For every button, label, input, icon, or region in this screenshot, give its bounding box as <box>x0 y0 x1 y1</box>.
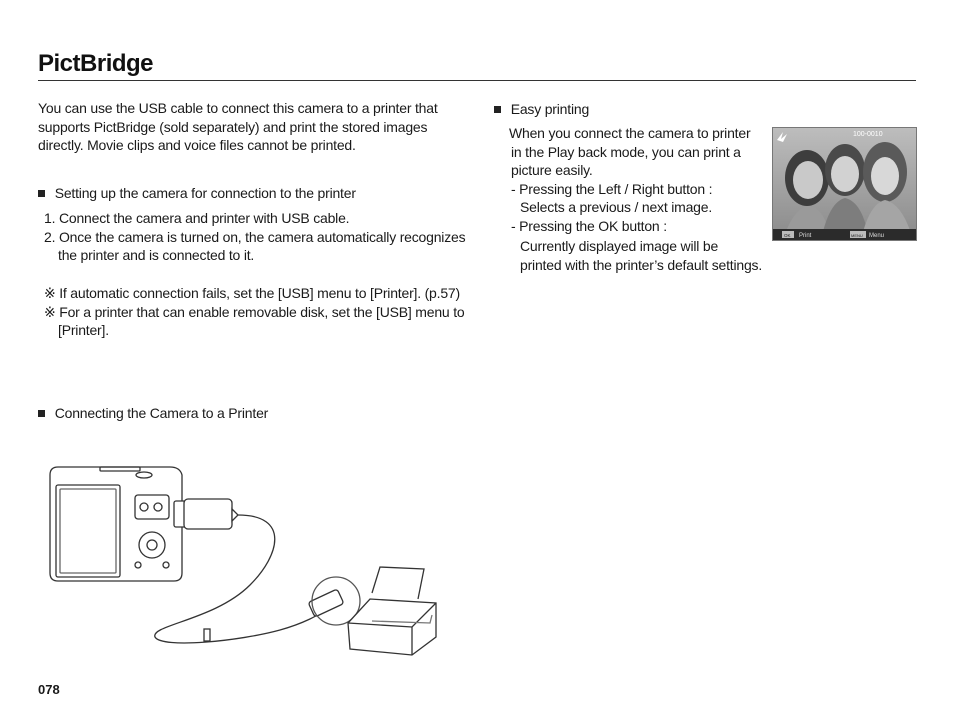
setup-heading-text: Setting up the camera for connection to the printer <box>54 185 356 201</box>
easy-line: printed with the printer’s default settings. <box>520 256 763 273</box>
intro-line: You can use the USB cable to connect this camera to a printer that <box>38 100 438 116</box>
image-counter: 100-0010 <box>853 131 883 138</box>
connecting-heading <box>38 404 268 423</box>
title-rule <box>38 80 916 81</box>
setup-steps <box>44 209 465 265</box>
easy-line: - Pressing the Left / Right button : <box>511 180 713 197</box>
setup-step: the printer and is connected to it. <box>58 247 255 263</box>
setup-step: 2. Once the camera is turned on, the camera automatically recognizes <box>44 228 466 245</box>
person-left <box>783 150 831 240</box>
easy-line: When you connect the camera to printer <box>509 125 751 141</box>
camera-screen-preview <box>772 127 917 241</box>
menu-label: Menu <box>869 233 885 239</box>
note-line: ※ If automatic connection fails, set the [USB] menu to [Printer]. (p.57) <box>44 285 460 301</box>
page-title: PictBridge <box>38 50 154 77</box>
ok-badge: OK <box>784 233 791 238</box>
menu-badge: MENU <box>851 233 863 238</box>
intro-line: supports PictBridge (sold separately) and print the stored images <box>38 118 428 135</box>
setup-notes <box>44 284 464 340</box>
easy-heading-text: Easy printing <box>510 101 590 117</box>
intro-paragraph <box>38 99 438 155</box>
setup-step: 1. Connect the camera and printer with USB cable. <box>44 210 350 226</box>
easy-line: picture easily. <box>511 162 593 178</box>
page-number: 078 <box>38 682 60 697</box>
intro-line: directly. Movie clips and voice files cannot be printed. <box>38 137 356 153</box>
camera-shutter <box>136 472 152 478</box>
easy-heading <box>494 100 589 119</box>
camera-printer-diagram <box>40 455 450 665</box>
camera-lcd <box>56 485 120 577</box>
easy-line: - Pressing the OK button : <box>511 217 667 234</box>
note-line: [Printer]. <box>58 322 109 338</box>
note-line: ※ For a printer that can enable removable disk, set the [USB] menu to <box>44 303 465 320</box>
printer-body <box>348 599 436 655</box>
easy-line: Selects a previous / next image. <box>520 199 713 215</box>
preview-photo <box>773 128 916 240</box>
printer-paper <box>372 567 424 599</box>
setup-heading <box>38 184 356 203</box>
easy-line: in the Play back mode, you can print a <box>511 143 741 160</box>
camera-dpad <box>139 532 165 558</box>
easy-description <box>509 124 762 274</box>
connecting-heading-text: Connecting the Camera to a Printer <box>54 405 269 421</box>
camera-top-lip <box>100 467 140 471</box>
print-label: Print <box>799 233 812 239</box>
easy-line: Currently displayed image will be <box>520 238 719 254</box>
